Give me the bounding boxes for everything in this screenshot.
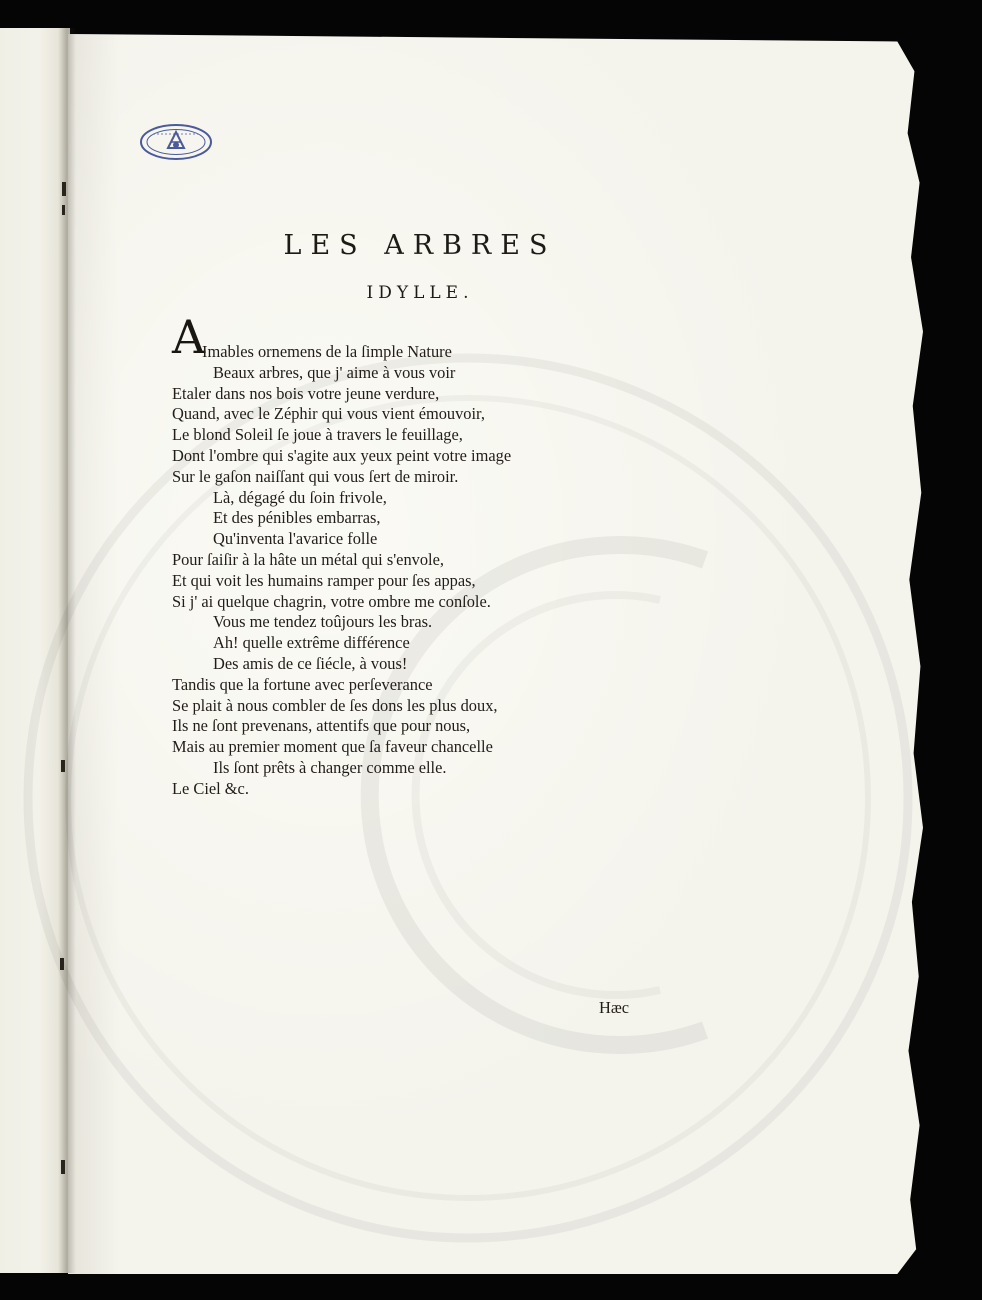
poem-line: Qu'inventa l'avarice folle [213,529,378,549]
left-margin-mark [62,182,66,196]
poem-line: Pour ſaiſir à la hâte un métal qui s'envole, [172,549,444,569]
poem-line: Se plait à nous combler de ſes dons les plus doux, [172,695,498,715]
poem-line: Etaler dans nos bois votre jeune verdure, [172,383,440,403]
poem-line: Ils ſont prêts à changer comme elle. [213,757,447,777]
poem-line: Sur le gaſon naiſſant qui vous ſert de miroir. [172,466,459,486]
poem-line: Tandis que la fortune avec perſeverance [172,674,433,694]
poem-line: Si j' ai quelque chagrin, votre ombre me conſole. [172,591,491,611]
poem-line: Et qui voit les humains ramper pour ſes appas, [172,570,476,590]
poem-line: Le Ciel &c. [172,778,249,798]
poem-subtitle: IDYLLE. [366,283,474,303]
drop-cap: A [172,310,206,364]
left-margin-mark [61,1160,65,1174]
poem-line: Là, dégagé du ſoin frivole, [213,487,387,507]
poem-line: Le blond Soleil ſe joue à travers le feuillage, [172,425,463,445]
catchword: Hæc [599,998,630,1017]
poem-line: Imables ornemens de la ſimple Nature [202,342,452,361]
left-margin-mark [62,205,65,215]
left-margin-mark [60,958,64,970]
poem-line: Ils ne ſont prevenans, attentifs que pour nous, [172,716,471,736]
poem-line: Vous me tendez toûjours les bras. [213,612,433,632]
poem-line: Mais au premier moment que ſa faveur chancelle [172,737,493,757]
poem-title: LES ARBRES [283,230,557,261]
poem-line: Dont l'ombre qui s'agite aux yeux peint votre image [172,445,512,465]
poem-line: Ah! quelle extrême différence [213,633,410,653]
poem-line: Quand, avec le Zéphir qui vous vient émouvoir, [172,404,485,424]
poem-line: Beaux arbres, que j' aime à vous voir [213,362,456,382]
poem-line: Et des pénibles embarras, [213,508,381,528]
left-margin-mark [61,760,65,772]
book-gutter [58,28,76,1273]
poem-line: Des amis de ce ſiécle, à vous! [213,653,408,673]
library-stamp-icon [138,122,214,162]
poem-body [172,342,612,800]
